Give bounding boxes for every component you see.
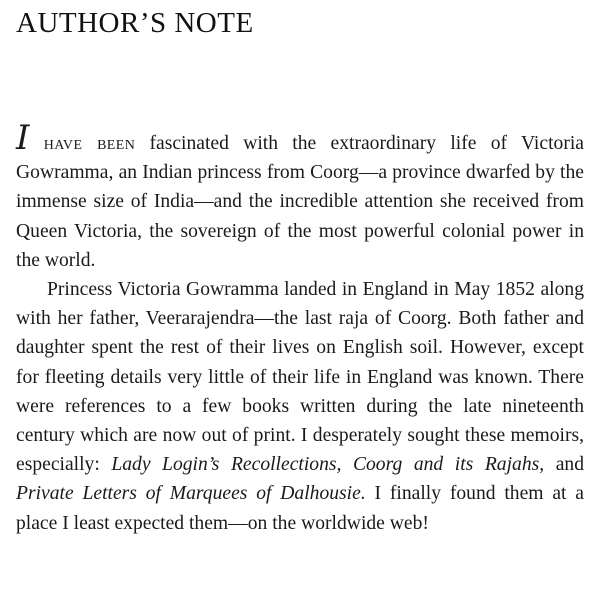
page-title: AUTHOR’S NOTE bbox=[16, 7, 254, 39]
paragraph-1-text: fascinated with the extraordinary life of Victoria Gowramma, an Indian princess from Coorg—a province dwarfed by the immense size of India—and the incredible attention she received from Queen Victoria, the sovereign of the most powerful colonial power in the world. bbox=[16, 133, 584, 271]
book-title-login-recollections: Lady Login’s Recollections, Coorg and its Rajahs, bbox=[111, 454, 545, 476]
drop-cap: I bbox=[16, 118, 30, 158]
paragraph-1 bbox=[16, 118, 584, 275]
page bbox=[16, 0, 584, 534]
paragraph-2-text-middle: and bbox=[544, 454, 584, 476]
paragraph-2-text-after: I finally found them at a place I least expected them—on the worldwide web! bbox=[16, 483, 584, 534]
paragraph-2 bbox=[16, 275, 584, 538]
body-text bbox=[16, 118, 584, 538]
book-title-dalhousie-letters: Private Letters of Marquees of Dalhousie. bbox=[16, 483, 366, 505]
paragraph-2-text-before: Princess Victoria Gowramma landed in England in May 1852 along with her father, Veerarajendra—the last raja of Coorg. Both father and daughter spent the rest of their lives on English soil. However, except for fleeting details very little of their life in England was known. There were references to a few books written during the late nineteenth century which are now out of print. I desperately sought these memoirs, especially: bbox=[16, 279, 584, 476]
small-caps-lead: have been bbox=[43, 133, 136, 154]
